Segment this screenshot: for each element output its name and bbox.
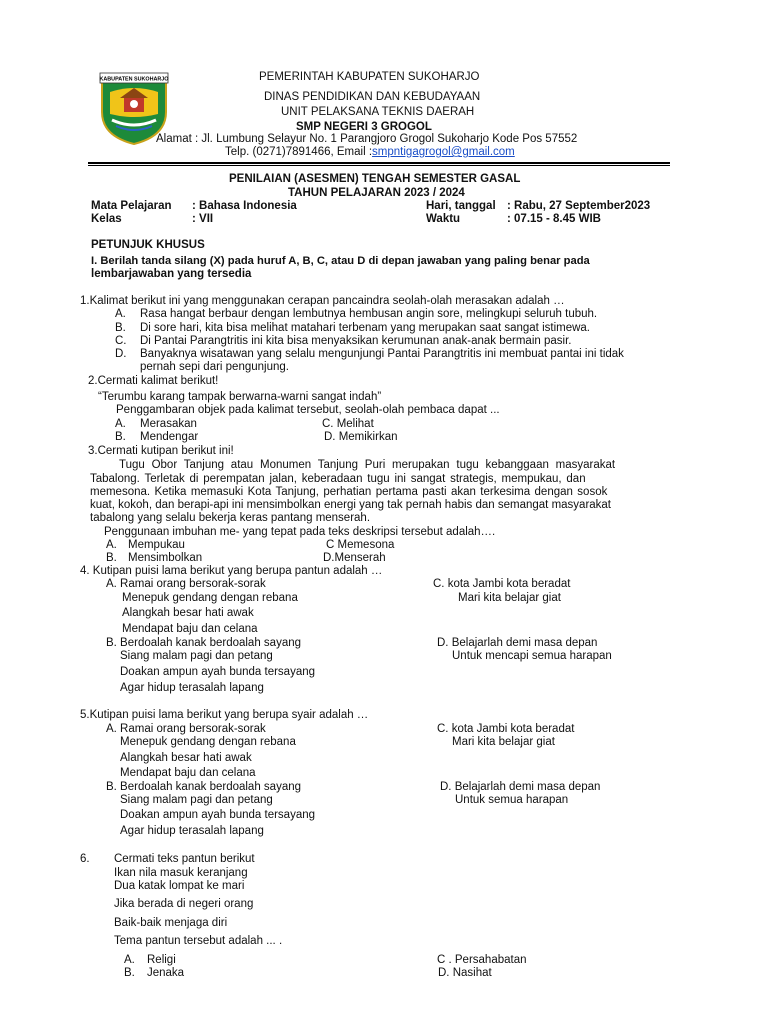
q3-passage-line-2: Tabalong. Terletak di perempatan jalan, keberadaan tugu ini sangat strategis, mempukau, dan [90,473,586,485]
q1-option-d-letter: D. [115,348,127,360]
q4-option-b-line-2: Siang malam pagi dan petang [120,650,273,662]
q3-prompt: Penggunaan imbuhan me- yang tepat pada teks deskripsi tersebut adalah…. [104,526,496,538]
q1-option-b: Di sore hari, kita bisa melihat matahari terbenam yang merupakan saat sangat istimewa. [140,322,590,334]
q6-option-a: Religi [147,954,176,966]
instructions-line-2: lembarjawaban yang tersedia [91,268,252,280]
header-divider [88,162,670,164]
q2-quote: “Terumbu karang tampak berwarna-warni sangat indah” [98,391,382,403]
q1-option-c-letter: C. [115,335,127,347]
q4-option-d-line-1: D. Belajarlah demi masa depan [437,637,598,649]
date-value: : Rabu, 27 September2023 [507,200,651,212]
q1-option-a: Rasa hangat berbaur dengan lembutnya hembusan angin sore, melingkupi seluruh tubuh. [140,308,598,320]
q2-option-a-letter: A. [115,418,126,430]
instructions-line-1: I. Berilah tanda silang (X) pada huruf A, B, C, atau D di depan jawaban yang paling benar pada [91,255,590,267]
q5-option-d-line-2: Untuk semua harapan [455,794,569,806]
q2-option-a: Merasakan [140,418,197,430]
instructions-heading: PETUNJUK KHUSUS [91,239,205,251]
q2-option-c: C. Melihat [322,418,374,430]
exam-year: TAHUN PELAJARAN 2023 / 2024 [288,187,465,199]
q3-option-b: Mensimbolkan [128,552,203,564]
q6-pantun-line-2: Dua katak lompat ke mari [114,880,245,892]
q1-option-b-letter: B. [115,322,126,334]
subject-value: : Bahasa Indonesia [192,200,297,212]
government-name: PEMERINTAH KABUPATEN SUKOHARJO [259,71,480,83]
q4-option-d-line-2: Untuk mencapi semua harapan [452,650,612,662]
q3-passage-line-4: kuat, kokoh, dan berapi-api ini mensimbolkan energi yang tak pernah habis dan semangat masyarakat [90,499,612,511]
q1-option-a-letter: A. [115,308,126,320]
time-label: Waktu [426,213,461,225]
q4-option-c-line-2: Mari kita belajar giat [458,592,561,604]
q3-option-a-letter: A. [106,539,117,551]
q3-option-b-letter: B. [106,552,117,564]
subject-label: Mata Pelajaran [91,200,172,212]
q6-pantun-line-3: Jika berada di negeri orang [114,898,254,910]
q4-option-b-line-4: Agar hidup terasalah lapang [120,682,264,694]
q1-stem: 1.Kalimat berikut ini yang menggunakan cerapan pancaindra seolah-olah merasakan adalah … [80,295,565,307]
class-label: Kelas [91,213,122,225]
q6-prompt: Tema pantun tersebut adalah ... . [114,935,283,947]
q5-option-c-line-2: Mari kita belajar giat [452,736,555,748]
date-label: Hari, tanggal [426,200,496,212]
q4-stem: 4. Kutipan puisi lama berikut yang berupa pantun adalah … [80,565,383,577]
q5-option-a-line-4: Mendapat baju dan celana [120,767,256,779]
q6-option-d: D. Nasihat [438,967,492,979]
q5-option-a-line-3: Alangkah besar hati awak [120,752,252,764]
q5-option-c-line-1: C. kota Jambi kota beradat [437,723,575,735]
q1-option-d-line-2: pernah sepi dari pengunjung. [140,361,289,373]
q6-option-b: Jenaka [147,967,185,979]
q6-option-a-letter: A. [124,954,135,966]
q5-option-b-line-3: Doakan ampun ayah bunda tersayang [120,809,316,821]
school-contact [225,146,515,160]
q5-option-d-line-1: D. Belajarlah demi masa depan [440,781,601,793]
q6-number: 6. [80,853,90,865]
q6-option-c: C . Persahabatan [437,954,527,966]
q5-option-b-line-2: Siang malam pagi dan petang [120,794,273,806]
q5-option-b-line-4: Agar hidup terasalah lapang [120,825,264,837]
unit-name: UNIT PELAKSANA TEKNIS DAERAH [281,106,475,118]
q2-option-b: Mendengar [140,431,199,443]
q6-pantun-line-1: Ikan nila masuk keranjang [114,867,248,879]
q3-passage-line-5: tabalong yang selalu bekerja keras pantang menserah. [90,512,371,524]
q4-option-a-line-3: Alangkah besar hati awak [122,607,254,619]
q3-option-c: C Memesona [326,539,395,551]
q4-option-a-line-1: A. Ramai orang bersorak-sorak [106,578,266,590]
q5-option-a-line-2: Menepuk gendang dengan rebana [120,736,296,748]
q1-option-d-line-1: Banyaknya wisatawan yang selalu mengunjungi Pantai Parangtritis ini membuat pantai ini tidak [140,348,624,360]
q4-option-b-line-3: Doakan ampun ayah bunda tersayang [120,666,316,678]
school-name: SMP NEGERI 3 GROGOL [296,121,432,133]
email-link[interactable]: smpntigagrogol@gmail.com [372,146,515,158]
q6-pantun-line-4: Baik-baik menjaga diri [114,917,228,929]
department-name: DINAS PENDIDIKAN DAN KEBUDAYAAN [264,91,481,103]
q6-stem: Cermati teks pantun berikut [114,853,255,865]
time-value: : 07.15 - 8.45 WIB [507,213,601,225]
q4-option-a-line-2: Menepuk gendang dengan rebana [122,592,298,604]
q6-option-b-letter: B. [124,967,135,979]
phone-text: Telp. (0271)7891466, Email : [225,146,373,158]
class-value: : VII [192,213,214,225]
exam-title: PENILAIAN (ASESMEN) TENGAH SEMESTER GASAL [229,173,521,185]
q2-prompt: Penggambaran objek pada kalimat tersebut, seolah-olah pembaca dapat ... [116,404,500,416]
school-address: Alamat : Jl. Lumbung Selayur No. 1 Parangjoro Grogol Sukoharjo Kode Pos 57552 [156,133,578,145]
q5-option-a-line-1: A. Ramai orang bersorak-sorak [106,723,266,735]
q4-option-b-line-1: B. Berdoalah kanak berdoalah sayang [106,637,302,649]
q5-option-b-line-1: B. Berdoalah kanak berdoalah sayang [106,781,302,793]
header-divider-thin [88,165,670,166]
q3-passage-line-1: Tugu Obor Tanjung atau Monumen Tanjung Puri merupakan tugu kebanggaan masyarakat [119,459,616,471]
q2-option-d: D. Memikirkan [324,431,398,443]
q3-stem: 3.Cermati kutipan berikut ini! [88,445,234,457]
q1-option-c: Di Pantai Parangtritis ini kita bisa menyaksikan kerumunan anak-anak bermain pasir. [140,335,572,347]
q3-option-a: Mempukau [128,539,185,551]
q2-option-b-letter: B. [115,431,126,443]
q3-passage-line-3: memesona. Ketika memasuki Kota Tanjung, perhatian pertama pasti akan terkesima dengan sosok [90,486,608,498]
q5-stem: 5.Kutipan puisi lama berikut yang berupa syair adalah … [80,709,369,721]
q3-option-d: D.Menserah [323,552,386,564]
logo-label: KABUPATEN SUKOHARJO [99,76,169,83]
q2-stem: 2.Cermati kalimat berikut! [88,375,219,387]
q4-option-c-line-1: C. kota Jambi kota beradat [433,578,571,590]
q4-option-a-line-4: Mendapat baju dan celana [122,623,258,635]
